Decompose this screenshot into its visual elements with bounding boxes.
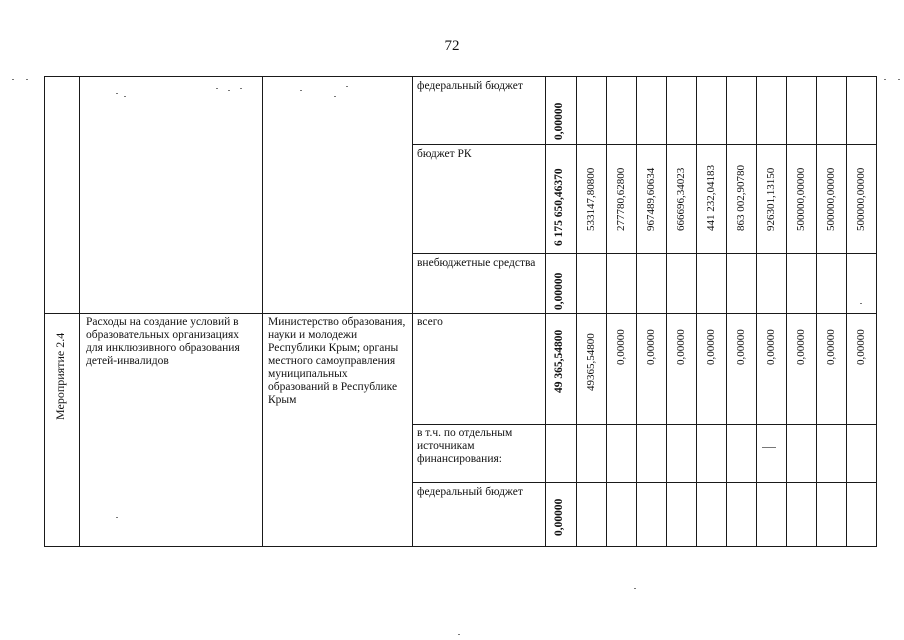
table-bottom-border [44,546,876,547]
row-divider [412,253,876,254]
year-value: 500000,00000 [795,167,807,231]
source-label-federal-bottom: федеральный бюджет [417,486,523,498]
year-value: 0,00000 [855,329,867,365]
col-border [876,76,877,547]
year-value: 0,00000 [615,329,627,365]
section-divider [44,313,876,314]
col-border [545,76,546,547]
year-value: 500000,00000 [825,167,837,231]
col-border [79,76,80,547]
measure-name: Расходы на создание условий в образовательных организациях для инклюзивного образования детей-инвалидов [86,316,240,367]
year-value: 926301,13150 [765,167,777,231]
year-value: 0,00000 [705,329,717,365]
year-value: 277780,62800 [615,167,627,231]
year-value: 967489,60634 [645,167,657,231]
row-divider [412,144,876,145]
measure-id: Мероприятие 2.4 [53,332,67,420]
year-value: 863 002,90780 [735,165,747,231]
page-number: 72 [444,38,460,54]
year-value: 666696,34023 [675,167,687,231]
total-extra: 0,00000 [553,272,565,310]
col-border [726,76,727,547]
total-federal-bottom: 0,00000 [553,498,565,536]
total-federal-top: 0,00000 [553,102,565,140]
col-border [816,76,817,547]
col-border [846,76,847,547]
col-border [696,76,697,547]
year-value: 0,00000 [795,329,807,365]
source-label-federal: федеральный бюджет [417,80,523,92]
col-border [262,76,263,547]
col-border [44,76,45,547]
year-value: 0,00000 [825,329,837,365]
table-top-border [44,76,876,77]
measure-executor: Министерство образования, науки и молодежи Республики Крым; органы местного самоуправления муниципальных образований в Республике Крым [268,316,406,406]
year-value: 0,00000 [735,329,747,365]
year-value: 0,00000 [645,329,657,365]
year-value: 500000,00000 [855,167,867,231]
source-label-all: всего [417,316,443,328]
source-label-incl: в т.ч. по отдельным источникам финансирования: [417,427,513,465]
row-divider [412,482,876,483]
col-border [666,76,667,547]
year-value: 0,00000 [765,329,777,365]
col-border [576,76,577,547]
source-label-rk: бюджет РК [417,148,472,160]
row-divider [412,424,876,425]
col-border [786,76,787,547]
col-border [606,76,607,547]
total-all: 49 365,54800 [553,329,565,393]
total-rk: 6 175 650,46370 [553,168,565,246]
year-value: 49365,54800 [585,333,597,391]
col-border [636,76,637,547]
year-value: 441 232,04183 [705,165,717,231]
year-value: 533147,80800 [585,167,597,231]
col-border [412,76,413,547]
source-label-extra: внебюджетные средства [417,257,536,269]
col-border [756,76,757,547]
year-value: 0,00000 [675,329,687,365]
